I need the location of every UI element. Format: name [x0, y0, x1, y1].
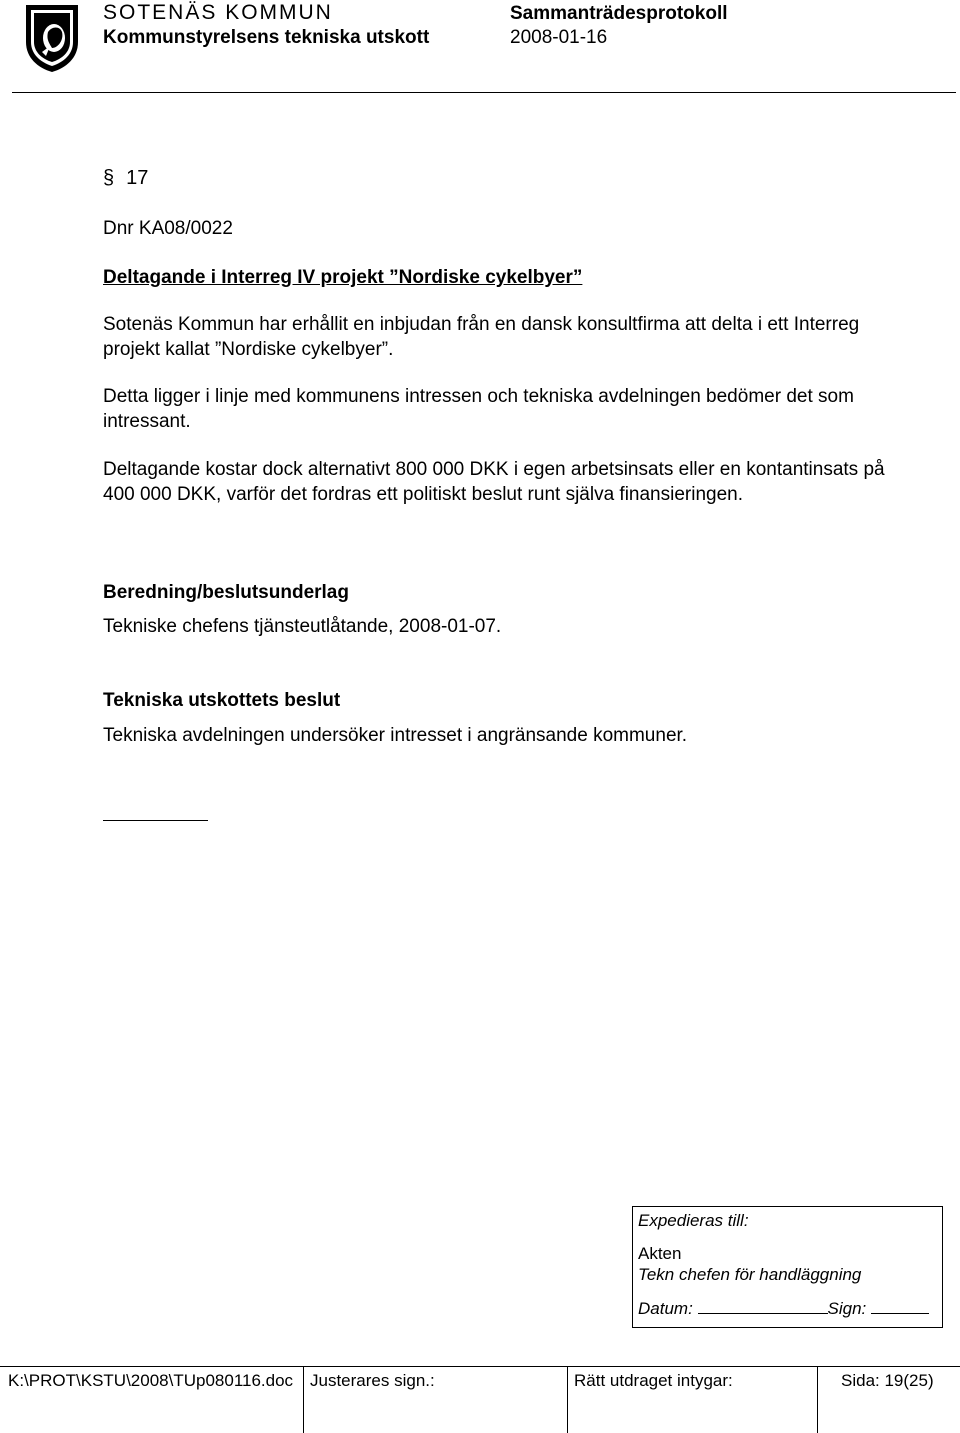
- beredning-text: Tekniske chefens tjänsteutlåtande, 2008-01-07.: [103, 616, 502, 637]
- decision-heading: Tekniska utskottets beslut: [103, 690, 341, 711]
- diary-number: Dnr KA08/0022: [103, 218, 233, 239]
- header-meeting-date: 2008-01-16: [510, 27, 608, 48]
- section-symbol: §: [103, 167, 115, 189]
- datum-label: Datum:: [638, 1299, 693, 1318]
- footer-file-path: K:\PROT\KSTU\2008\TUp080116.doc: [8, 1371, 294, 1390]
- footer-page-number: Sida: 19(25): [841, 1371, 934, 1390]
- header-divider: [12, 92, 956, 93]
- decision-text: Tekniska avdelningen undersöker intresset i angränsande kommuner.: [103, 725, 688, 746]
- footer-ratt-utdraget-label: Rätt utdraget intygar:: [574, 1371, 733, 1390]
- body-paragraph-3: Deltagande kostar dock alternativt 800 000 DKK i egen arbetsinsats eller en kontantinsats på 400 000 DKK, varför det fordras ett politiskt beslut runt själva finansieringen.: [103, 459, 885, 505]
- body-paragraph-2: Detta ligger i linje med kommunens intressen och tekniska avdelningen bedömer det som intressant.: [103, 386, 854, 432]
- municipal-coat-of-arms-logo: [22, 2, 82, 74]
- expedition-date-sign-row: [638, 1298, 929, 1320]
- footer-column-divider-3: [817, 1366, 818, 1433]
- expedition-recipient-1: Akten: [638, 1244, 682, 1263]
- expedition-label: Expedieras till:: [638, 1211, 749, 1230]
- footer-divider: [0, 1366, 960, 1367]
- paragraph-number: [103, 167, 148, 190]
- footer-justeras-label: Justerares sign.:: [310, 1371, 435, 1390]
- expedition-recipient-2: Tekn chefen för handläggning: [638, 1265, 862, 1284]
- header-committee-name: Kommunstyrelsens tekniska utskott: [103, 27, 430, 48]
- footer-column-divider-2: [567, 1366, 568, 1433]
- header-organization-name: SOTENÄS KOMMUN: [103, 1, 333, 24]
- footer-column-divider-1: [303, 1366, 304, 1433]
- sign-blank-field: [871, 1299, 929, 1314]
- body-paragraph-1: Sotenäs Kommun har erhållit en inbjudan från en dansk konsultfirma att delta i ett Interreg projekt kallat ”Nordiske cykelbyer”.: [103, 314, 860, 360]
- beredning-heading: Beredning/beslutsunderlag: [103, 582, 349, 603]
- sign-label: Sign:: [827, 1299, 867, 1318]
- datum-blank-field: [698, 1299, 828, 1314]
- signature-line: [103, 820, 208, 821]
- paragraph-title: Deltagande i Interreg IV projekt ”Nordiske cykelbyer”: [103, 267, 583, 288]
- paragraph-number-value: 17: [126, 167, 149, 189]
- header-document-type: Sammanträdesprotokoll: [510, 3, 728, 24]
